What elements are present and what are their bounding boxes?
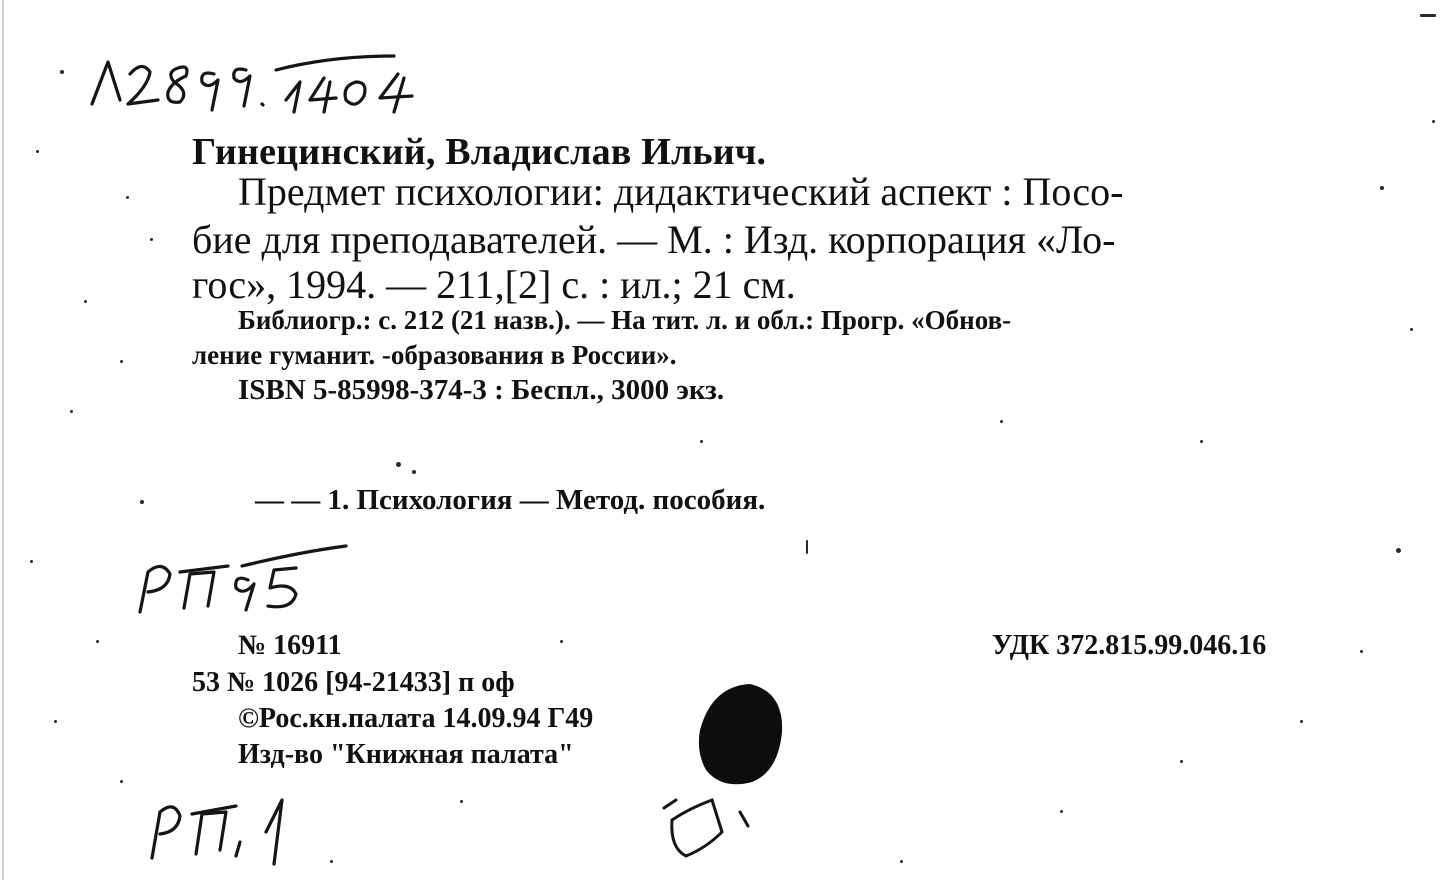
scan-speck xyxy=(1396,548,1401,553)
scan-speck xyxy=(120,360,123,363)
handwritten-bottom-code xyxy=(152,800,282,864)
registry-chamber-line: ©Рос.кн.палата 14.09.94 Г49 xyxy=(238,703,594,734)
scan-speck xyxy=(70,410,73,413)
entry-notes-line-1: Библиогр.: с. 212 (21 назв.). — На тит. л. и обл.: Прогр. «Обнов- xyxy=(238,305,1012,335)
scan-speck xyxy=(126,196,129,199)
udk-code: УДК 372.815.99.046.16 xyxy=(992,630,1267,661)
scan-speck xyxy=(30,560,33,563)
scan-speck xyxy=(1180,760,1183,763)
scan-speck xyxy=(700,440,703,443)
scan-speck xyxy=(150,238,153,241)
scan-speck xyxy=(84,300,87,303)
handwritten-top-code xyxy=(92,56,412,112)
registry-number: № 16911 xyxy=(238,630,342,661)
entry-title-line-3: гос», 1994. — 211,[2] с. : ил.; 21 см. xyxy=(192,262,796,307)
scan-speck xyxy=(140,500,144,504)
handwritten-mid-code xyxy=(140,546,346,612)
scan-speck xyxy=(120,780,123,783)
scan-speck xyxy=(460,800,463,803)
scan-speck xyxy=(1300,720,1303,723)
scan-speck xyxy=(1410,328,1413,331)
registry-publisher-line: Изд-во "Книжная палата" xyxy=(238,739,574,770)
entry-title-line-1: Предмет психологии: дидактический аспект : Посо- xyxy=(238,169,1124,214)
entry-title-line-2: бие для преподавателей. — М. : Изд. корпорация «Ло- xyxy=(192,217,1116,262)
scan-speck xyxy=(560,640,563,643)
scan-speck xyxy=(1432,120,1435,123)
scan-speck xyxy=(806,540,808,554)
registry-second-line: 53 № 1026 [94-21433] п оф xyxy=(192,667,515,698)
scan-speck xyxy=(96,640,99,643)
scan-speck xyxy=(1420,14,1436,17)
entry-notes-line-2: ление гуманит. -образования в России». xyxy=(192,340,677,370)
scan-speck xyxy=(396,462,401,467)
scan-speck xyxy=(330,860,333,863)
scan-speck xyxy=(412,470,416,474)
entry-author: Гинецинский, Владислав Ильич. xyxy=(192,131,767,173)
scan-speck xyxy=(900,860,903,863)
scan-speck xyxy=(1060,810,1063,813)
card-edge-line xyxy=(2,0,4,880)
scan-speck xyxy=(1380,186,1384,190)
scan-speck xyxy=(60,70,64,74)
ink-smudge xyxy=(672,800,722,856)
scan-speck xyxy=(1000,420,1003,423)
ink-blot xyxy=(699,684,782,784)
scan-speck xyxy=(1200,440,1203,443)
entry-isbn: ISBN 5-85998-374-3 : Беспл., 3000 экз. xyxy=(238,374,725,406)
scan-speck xyxy=(54,720,57,723)
scan-speck xyxy=(36,150,39,153)
entry-subject-heading: — — 1. Психология — Метод. пособия. xyxy=(255,484,766,516)
ink-smudge-marks xyxy=(664,800,748,826)
scan-speck xyxy=(1360,650,1363,653)
